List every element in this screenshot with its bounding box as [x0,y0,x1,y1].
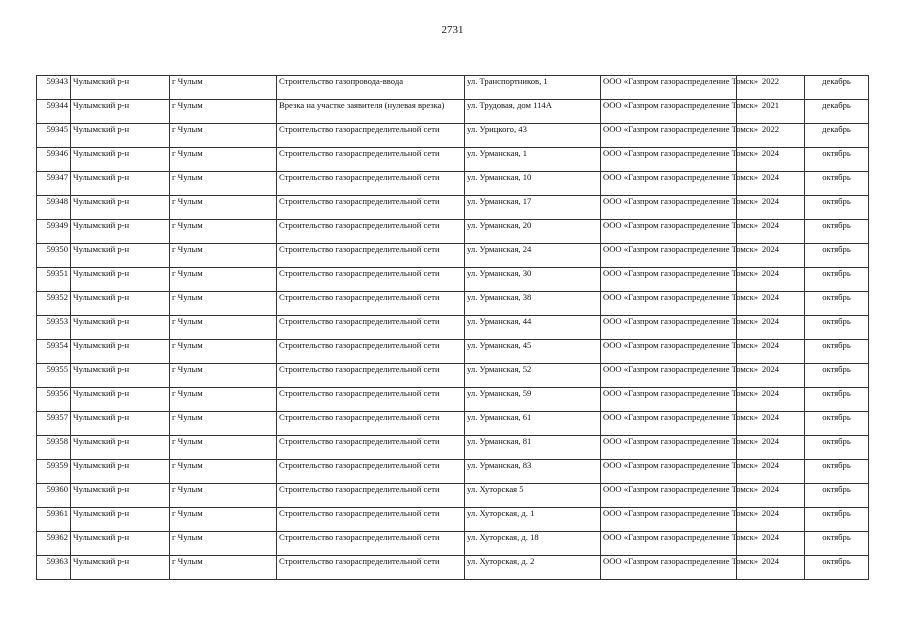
year-cell: 2024 [737,292,805,316]
record-number-cell: 59362 [37,532,71,556]
table-row [37,412,869,436]
district-cell: Чулымский р-н [71,244,170,268]
organization-cell: ООО «Газпром газораспределение Томск» [601,364,737,388]
district-cell: Чулымский р-н [71,100,170,124]
address-cell: ул. Трудовая, дом 114А [465,100,601,124]
organization-cell: ООО «Газпром газораспределение Томск» [601,268,737,292]
settlement-cell: г Чулым [170,556,277,580]
record-number-cell: 59345 [37,124,71,148]
address-cell: ул. Урицкого, 43 [465,124,601,148]
gasification-register-table [36,75,869,580]
month-cell: октябрь [805,532,869,556]
record-number-cell: 59351 [37,268,71,292]
organization-cell: ООО «Газпром газораспределение Томск» [601,532,737,556]
settlement-cell: г Чулым [170,316,277,340]
month-cell: октябрь [805,436,869,460]
district-cell: Чулымский р-н [71,556,170,580]
address-cell: ул. Урманская, 44 [465,316,601,340]
year-cell: 2022 [737,76,805,100]
year-cell: 2024 [737,388,805,412]
settlement-cell: г Чулым [170,484,277,508]
month-cell: октябрь [805,340,869,364]
year-cell: 2024 [737,508,805,532]
district-cell: Чулымский р-н [71,508,170,532]
organization-cell: ООО «Газпром газораспределение Томск» [601,340,737,364]
settlement-cell: г Чулым [170,388,277,412]
organization-cell: ООО «Газпром газораспределение Томск» [601,292,737,316]
month-cell: октябрь [805,316,869,340]
work-type-cell: Строительство газораспределительной сети [277,388,465,412]
table-row [37,364,869,388]
work-type-cell: Строительство газораспределительной сети [277,460,465,484]
district-cell: Чулымский р-н [71,364,170,388]
month-cell: декабрь [805,124,869,148]
table-row [37,484,869,508]
settlement-cell: г Чулым [170,220,277,244]
organization-cell: ООО «Газпром газораспределение Томск» [601,244,737,268]
address-cell: ул. Хуторская, д. 1 [465,508,601,532]
work-type-cell: Строительство газораспределительной сети [277,172,465,196]
settlement-cell: г Чулым [170,436,277,460]
work-type-cell: Строительство газораспределительной сети [277,412,465,436]
month-cell: октябрь [805,244,869,268]
settlement-cell: г Чулым [170,292,277,316]
district-cell: Чулымский р-н [71,340,170,364]
month-cell: октябрь [805,484,869,508]
month-cell: октябрь [805,364,869,388]
record-number-cell: 59350 [37,244,71,268]
organization-cell: ООО «Газпром газораспределение Томск» [601,484,737,508]
address-cell: ул. Урманская, 17 [465,196,601,220]
year-cell: 2022 [737,124,805,148]
district-cell: Чулымский р-н [71,148,170,172]
record-number-cell: 59343 [37,76,71,100]
table-row [37,220,869,244]
organization-cell: ООО «Газпром газораспределение Томск» [601,412,737,436]
work-type-cell: Строительство газораспределительной сети [277,124,465,148]
work-type-cell: Строительство газораспределительной сети [277,364,465,388]
year-cell: 2024 [737,220,805,244]
record-number-cell: 59348 [37,196,71,220]
record-number-cell: 59344 [37,100,71,124]
district-cell: Чулымский р-н [71,196,170,220]
record-number-cell: 59346 [37,148,71,172]
settlement-cell: г Чулым [170,364,277,388]
district-cell: Чулымский р-н [71,220,170,244]
table-row [37,268,869,292]
organization-cell: ООО «Газпром газораспределение Томск» [601,196,737,220]
month-cell: декабрь [805,76,869,100]
address-cell: ул. Урманская, 61 [465,412,601,436]
address-cell: ул. Урманская, 45 [465,340,601,364]
record-number-cell: 59354 [37,340,71,364]
address-cell: ул. Урманская, 10 [465,172,601,196]
year-cell: 2024 [737,196,805,220]
table-row [37,388,869,412]
register-body [37,76,869,580]
record-number-cell: 59356 [37,388,71,412]
organization-cell: ООО «Газпром газораспределение Томск» [601,388,737,412]
district-cell: Чулымский р-н [71,412,170,436]
settlement-cell: г Чулым [170,244,277,268]
work-type-cell: Строительство газопровода-ввода [277,76,465,100]
year-cell: 2024 [737,244,805,268]
year-cell: 2024 [737,148,805,172]
table-row [37,124,869,148]
settlement-cell: г Чулым [170,124,277,148]
district-cell: Чулымский р-н [71,124,170,148]
month-cell: октябрь [805,292,869,316]
table-row [37,244,869,268]
organization-cell: ООО «Газпром газораспределение Томск» [601,124,737,148]
organization-cell: ООО «Газпром газораспределение Томск» [601,100,737,124]
address-cell: ул. Урманская, 83 [465,460,601,484]
work-type-cell: Строительство газораспределительной сети [277,196,465,220]
district-cell: Чулымский р-н [71,292,170,316]
settlement-cell: г Чулым [170,196,277,220]
work-type-cell: Строительство газораспределительной сети [277,148,465,172]
month-cell: октябрь [805,460,869,484]
organization-cell: ООО «Газпром газораспределение Томск» [601,220,737,244]
work-type-cell: Строительство газораспределительной сети [277,340,465,364]
year-cell: 2024 [737,316,805,340]
organization-cell: ООО «Газпром газораспределение Томск» [601,172,737,196]
record-number-cell: 59353 [37,316,71,340]
district-cell: Чулымский р-н [71,388,170,412]
year-cell: 2024 [737,436,805,460]
month-cell: октябрь [805,220,869,244]
year-cell: 2024 [737,340,805,364]
month-cell: октябрь [805,508,869,532]
settlement-cell: г Чулым [170,100,277,124]
settlement-cell: г Чулым [170,508,277,532]
work-type-cell: Врезка на участке заявителя (нулевая врезка) [277,100,465,124]
organization-cell: ООО «Газпром газораспределение Томск» [601,508,737,532]
district-cell: Чулымский р-н [71,172,170,196]
year-cell: 2024 [737,556,805,580]
work-type-cell: Строительство газораспределительной сети [277,316,465,340]
work-type-cell: Строительство газораспределительной сети [277,220,465,244]
record-number-cell: 59359 [37,460,71,484]
table-row [37,532,869,556]
table-row [37,196,869,220]
settlement-cell: г Чулым [170,340,277,364]
month-cell: октябрь [805,412,869,436]
work-type-cell: Строительство газораспределительной сети [277,484,465,508]
address-cell: ул. Хуторская, д. 18 [465,532,601,556]
record-number-cell: 59363 [37,556,71,580]
year-cell: 2024 [737,172,805,196]
year-cell: 2024 [737,460,805,484]
district-cell: Чулымский р-н [71,532,170,556]
address-cell: ул. Урманская, 1 [465,148,601,172]
table-row [37,100,869,124]
address-cell: ул. Хуторская 5 [465,484,601,508]
record-number-cell: 59347 [37,172,71,196]
month-cell: декабрь [805,100,869,124]
work-type-cell: Строительство газораспределительной сети [277,508,465,532]
month-cell: октябрь [805,172,869,196]
address-cell: ул. Урманская, 59 [465,388,601,412]
address-cell: ул. Хуторская, д. 2 [465,556,601,580]
year-cell: 2021 [737,100,805,124]
organization-cell: ООО «Газпром газораспределение Томск» [601,316,737,340]
table-row [37,292,869,316]
work-type-cell: Строительство газораспределительной сети [277,292,465,316]
work-type-cell: Строительство газораспределительной сети [277,244,465,268]
work-type-cell: Строительство газораспределительной сети [277,268,465,292]
month-cell: октябрь [805,268,869,292]
settlement-cell: г Чулым [170,268,277,292]
district-cell: Чулымский р-н [71,268,170,292]
address-cell: ул. Транспортников, 1 [465,76,601,100]
organization-cell: ООО «Газпром газораспределение Томск» [601,76,737,100]
year-cell: 2024 [737,268,805,292]
organization-cell: ООО «Газпром газораспределение Томск» [601,556,737,580]
address-cell: ул. Урманская, 24 [465,244,601,268]
record-number-cell: 59355 [37,364,71,388]
page-number: 2731 [441,24,464,36]
record-number-cell: 59349 [37,220,71,244]
district-cell: Чулымский р-н [71,460,170,484]
organization-cell: ООО «Газпром газораспределение Томск» [601,436,737,460]
settlement-cell: г Чулым [170,172,277,196]
organization-cell: ООО «Газпром газораспределение Томск» [601,460,737,484]
work-type-cell: Строительство газораспределительной сети [277,532,465,556]
year-cell: 2024 [737,532,805,556]
record-number-cell: 59357 [37,412,71,436]
settlement-cell: г Чулым [170,460,277,484]
settlement-cell: г Чулым [170,148,277,172]
record-number-cell: 59360 [37,484,71,508]
table-row [37,556,869,580]
settlement-cell: г Чулым [170,412,277,436]
address-cell: ул. Урманская, 52 [465,364,601,388]
table-row [37,316,869,340]
work-type-cell: Строительство газораспределительной сети [277,436,465,460]
address-cell: ул. Урманская, 20 [465,220,601,244]
address-cell: ул. Урманская, 30 [465,268,601,292]
table-row [37,340,869,364]
address-cell: ул. Урманская, 38 [465,292,601,316]
table-row [37,172,869,196]
year-cell: 2024 [737,484,805,508]
month-cell: октябрь [805,196,869,220]
table-row [37,460,869,484]
table-row [37,508,869,532]
district-cell: Чулымский р-н [71,316,170,340]
district-cell: Чулымский р-н [71,484,170,508]
record-number-cell: 59361 [37,508,71,532]
settlement-cell: г Чулым [170,532,277,556]
month-cell: октябрь [805,388,869,412]
month-cell: октябрь [805,148,869,172]
year-cell: 2024 [737,364,805,388]
table-row [37,436,869,460]
district-cell: Чулымский р-н [71,436,170,460]
table-row [37,148,869,172]
address-cell: ул. Урманская, 81 [465,436,601,460]
settlement-cell: г Чулым [170,76,277,100]
year-cell: 2024 [737,412,805,436]
work-type-cell: Строительство газораспределительной сети [277,556,465,580]
district-cell: Чулымский р-н [71,76,170,100]
month-cell: октябрь [805,556,869,580]
record-number-cell: 59352 [37,292,71,316]
record-number-cell: 59358 [37,436,71,460]
organization-cell: ООО «Газпром газораспределение Томск» [601,148,737,172]
table-row [37,76,869,100]
